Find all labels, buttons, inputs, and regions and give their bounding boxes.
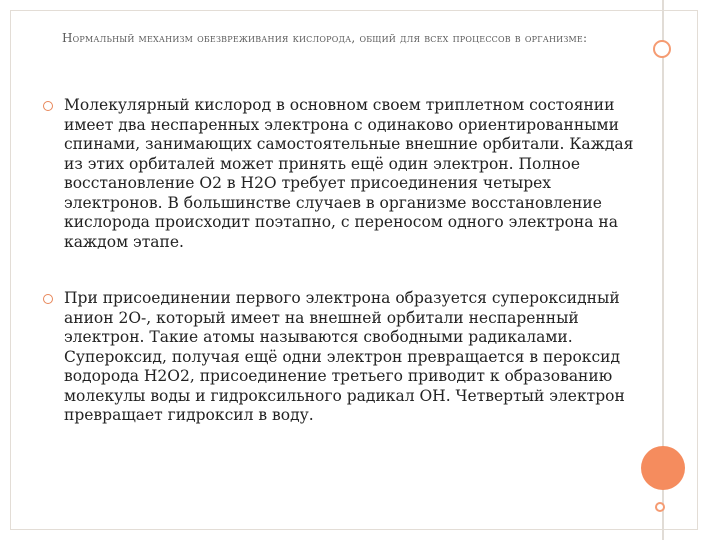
circle-bullet-icon — [43, 101, 53, 111]
decorative-ring-bottom-icon — [655, 502, 665, 512]
bullet-item — [64, 96, 634, 252]
bullet-list — [64, 96, 634, 426]
decorative-orange-circle-icon — [641, 446, 685, 490]
circle-bullet-icon — [43, 294, 53, 304]
slide-title: Нормальный механизм обезвреживания кислорода, общий для всех процессов в организме: — [62, 31, 588, 45]
bullet-text: Молекулярный кислород в основном своем триплетном состоянии имеет два неспаренных электрона с одинаково ориентированными спинами, занимающих самостоятельные внешние орбитали. Каждая из этих орбиталей может принять ещё один электрон. Полное восстановление О2 в Н2О требует присоединения четырех электронов. В большинстве случаев в организме восстановление кислорода происходит поэтапно, с переносом одного электрона на каждом этапе. — [64, 96, 634, 251]
bullet-text: При присоединении первого электрона образуется супероксидный анион 2О-, который имеет на внешней орбитали неспаренный электрон. Такие атомы называются свободными радикалами. Супероксид, получая ещё одни электрон превращается в пероксид водорода Н2О2, присоединение третьего приводит к образованию молекулы воды и гидроксильного радикал ОН. Четвертый электрон превращает гидроксил в воду. — [64, 289, 625, 424]
bullet-item — [64, 289, 634, 426]
decorative-ring-top-icon — [653, 40, 671, 58]
